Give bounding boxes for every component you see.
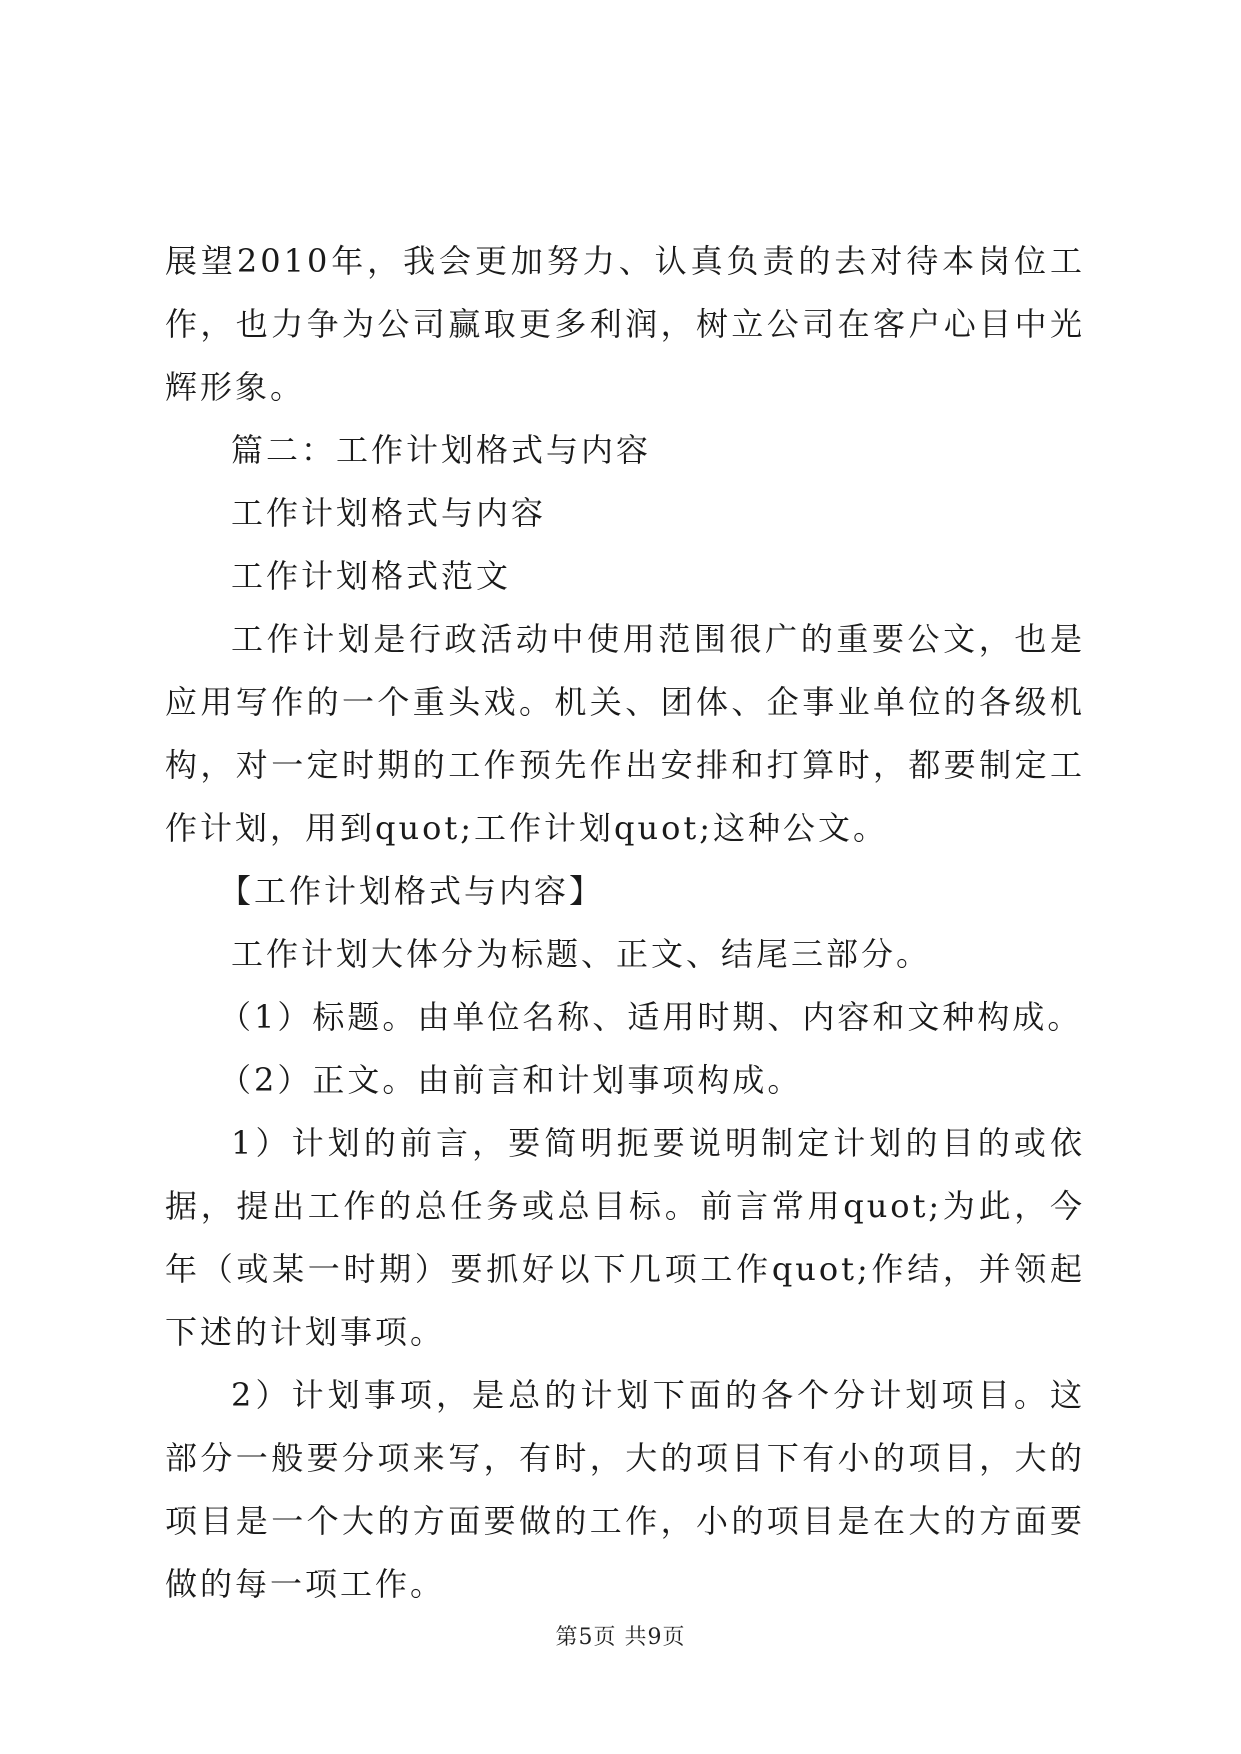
paragraph-outlook: 展望2010年，我会更加努力、认真负责的去对待本岗位工作，也力争为公司赢取更多利润，树立公司在客户心目中光辉形象。 (165, 242, 1085, 406)
document-title: 工作计划格式与内容 (231, 494, 547, 532)
page-number: 第5页 共9页 (555, 1625, 686, 1650)
paragraph-structure: 工作计划大体分为标题、正文、结尾三部分。 (231, 935, 932, 973)
paragraph-preface: 1）计划的前言，要简明扼要说明制定计划的目的或依据，提出工作的总任务或总目标。前言常用quot;为此，今年（或某一时期）要抓好以下几项工作quot;作结，并领起下述的计划事项。 (165, 1124, 1085, 1351)
list-item-body: （2）正文。由前言和计划事项构成。 (219, 1061, 803, 1099)
bracket-heading: 【工作计划格式与内容】 (219, 872, 605, 910)
document-body (165, 230, 1085, 1616)
list-item-title: （1）标题。由单位名称、适用时期、内容和文种构成。 (219, 998, 1083, 1036)
paragraph-items: 2）计划事项，是总的计划下面的各个分计划项目。这部分一般要分项来写，有时，大的项目下有小的项目，大的项目是一个大的方面要做的工作，小的项目是在大的方面要做的每一项工作。 (165, 1376, 1085, 1603)
section-heading-part-two: 篇二：工作计划格式与内容 (231, 431, 652, 469)
paragraph-intro: 工作计划是行政活动中使用范围很广的重要公文，也是应用写作的一个重头戏。机关、团体、企事业单位的各级机构，对一定时期的工作预先作出安排和打算时，都要制定工作计划，用到quot;工作计划quot;这种公文。 (165, 620, 1085, 847)
document-subtitle: 工作计划格式范文 (231, 557, 512, 595)
